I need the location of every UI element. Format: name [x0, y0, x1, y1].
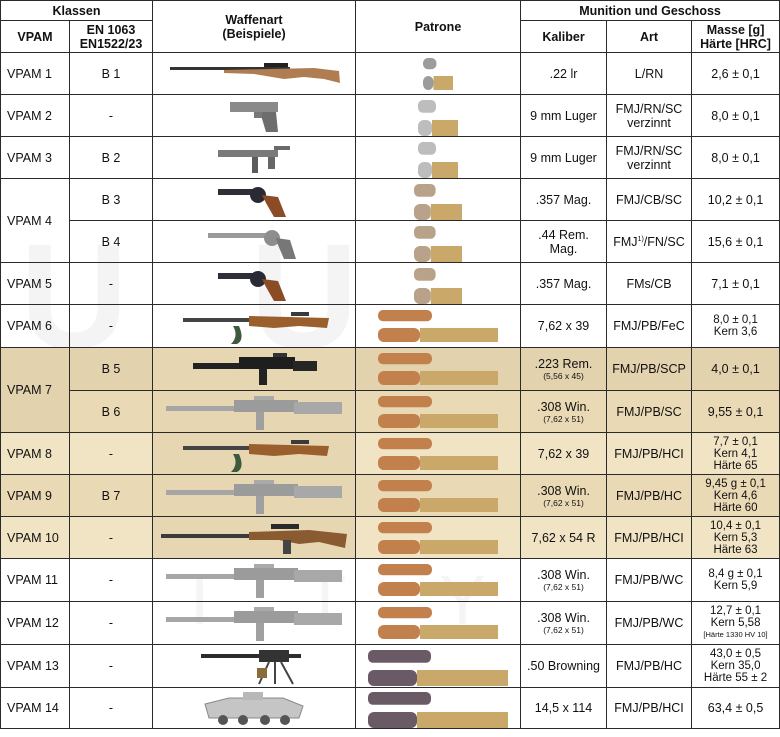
table-row	[1, 517, 780, 559]
header-haerte-label: Härte [HRC]	[700, 36, 771, 51]
masse-cell	[692, 137, 780, 179]
masse-cell	[692, 221, 780, 263]
art-label: FMJ/PB/FeC	[613, 319, 685, 333]
vpam-class: VPAM 13	[1, 645, 70, 688]
sniper-rifle-icon	[153, 517, 356, 559]
kaliber-cell	[521, 688, 607, 729]
rifle-round-icon	[356, 517, 521, 559]
magnum-round-icon	[356, 263, 521, 305]
kaliber-label: .22 lr	[549, 66, 578, 81]
rifle-sport-icon	[153, 53, 356, 95]
masse-cell	[692, 53, 780, 95]
masse-line: Kern 3,6	[713, 326, 758, 338]
kaliber-label: 14,5 x 114	[534, 701, 593, 715]
rifle-round-icon	[356, 305, 521, 348]
kaliber-cell	[521, 53, 607, 95]
kaliber-label: .308 Win.	[537, 611, 590, 625]
masse-line: 8,0 ± 0,1	[713, 314, 758, 326]
masse-line: 9,55 ± 0,1	[707, 404, 764, 419]
table-row	[1, 179, 780, 221]
header-waffenart-label: Waffenart	[225, 12, 283, 27]
en-class: -	[70, 645, 153, 688]
header-klassen: Klassen	[1, 1, 153, 21]
rifle-round-icon	[356, 602, 521, 645]
masse-line: 2,6 ± 0,1	[711, 66, 760, 81]
en-class: B 7	[70, 475, 153, 517]
carbine-icon	[153, 348, 356, 391]
art-cell	[607, 221, 692, 263]
masse-line: 12,7 ± 0,1	[709, 605, 762, 617]
art-label: L/RN	[634, 66, 664, 81]
table-body	[1, 53, 780, 729]
kaliber-sub: (7,62 x 51)	[543, 582, 584, 592]
vpam-class: VPAM 10	[1, 517, 70, 559]
vpam-class: VPAM 14	[1, 688, 70, 729]
battle-rifle-icon	[153, 475, 356, 517]
art-label-2: verzinnt	[627, 157, 671, 172]
masse-line: Härte 65	[713, 459, 758, 472]
header-masse	[692, 21, 780, 53]
masse-line: 7,1 ± 0,1	[711, 276, 760, 291]
magnum-round-icon	[356, 179, 521, 221]
table-row	[1, 305, 780, 348]
kaliber-label: 9 mm Luger	[530, 150, 597, 165]
battle-rifle-icon	[153, 602, 356, 645]
header-masse-label: Masse [g]	[706, 22, 765, 37]
table-row	[1, 53, 780, 95]
en-class: B 1	[70, 53, 153, 95]
masse-cell	[692, 475, 780, 517]
kaliber-cell	[521, 95, 607, 137]
header-waffenart	[153, 1, 356, 53]
art-main: FMJ	[613, 235, 638, 250]
vpam-class: VPAM 6	[1, 305, 70, 348]
submachine-gun-icon	[153, 137, 356, 179]
en-class: -	[70, 602, 153, 645]
art-cell	[607, 645, 692, 688]
art-cell	[607, 559, 692, 602]
masse-cell	[692, 559, 780, 602]
kaliber-label: .44 Rem.	[538, 227, 589, 242]
header-vpam: VPAM	[1, 21, 70, 53]
art-label: FMs/CB	[626, 276, 672, 291]
header-art: Art	[607, 21, 692, 53]
masse-line: Kern 5,58	[710, 617, 761, 629]
table-row	[1, 559, 780, 602]
vpam-class: VPAM 5	[1, 263, 70, 305]
table-row	[1, 688, 780, 729]
kaliber-cell	[521, 433, 607, 475]
art-cell	[607, 475, 692, 517]
kaliber-label: .308 Win.	[537, 399, 590, 414]
kaliber-label: 7,62 x 39	[537, 446, 590, 461]
art-cell	[607, 53, 692, 95]
kaliber-cell	[521, 517, 607, 559]
assault-rifle-icon	[153, 433, 356, 475]
masse-line: Kern 5,3	[713, 531, 758, 544]
large-round-icon	[356, 645, 521, 688]
vpam-class: VPAM 4	[1, 179, 70, 263]
kaliber-sub: (5,56 x 45)	[543, 371, 584, 381]
masse-line: 63,4 ± 0,5	[707, 701, 764, 715]
kaliber-sub: (7,62 x 51)	[543, 625, 584, 635]
revolver-long-icon	[153, 221, 356, 263]
pistol-round-icon	[356, 137, 521, 179]
header-beispiele-label: (Beispiele)	[222, 26, 286, 41]
kaliber-sub: (7,62 x 51)	[543, 497, 584, 508]
table-row	[1, 137, 780, 179]
en-class: B 6	[70, 391, 153, 433]
art-cell	[607, 602, 692, 645]
en-class: B 2	[70, 137, 153, 179]
en-class: -	[70, 688, 153, 729]
masse-cell	[692, 95, 780, 137]
table-row	[1, 95, 780, 137]
art-label-2: verzinnt	[627, 115, 671, 130]
en-class: B 3	[70, 179, 153, 221]
rifle-round-icon	[356, 348, 521, 391]
masse-line: Kern 35,0	[710, 660, 761, 672]
kaliber-label: 7,62 x 39	[537, 319, 590, 333]
table-row	[1, 221, 780, 263]
art-cell	[607, 95, 692, 137]
table-row	[1, 263, 780, 305]
masse-cell	[692, 433, 780, 475]
art-label: FMJ/PB/SCP	[612, 362, 686, 376]
kaliber-label: .357 Mag.	[535, 276, 592, 291]
vpam-class: VPAM 3	[1, 137, 70, 179]
masse-line: 4,0 ± 0,1	[711, 362, 760, 376]
masse-cell	[692, 179, 780, 221]
masse-line: 9,45 g ± 0,1	[705, 477, 766, 490]
masse-cell	[692, 263, 780, 305]
table-row	[1, 645, 780, 688]
battle-rifle-icon	[153, 559, 356, 602]
art-label: FMJ/PB/SC	[616, 404, 682, 419]
revolver-icon	[153, 179, 356, 221]
art-cell	[607, 348, 692, 391]
art-label: FMJ/PB/HCI	[614, 530, 684, 545]
kaliber-cell	[521, 602, 607, 645]
vpam-class: VPAM 2	[1, 95, 70, 137]
kaliber-label: .50 Browning	[527, 659, 600, 673]
masse-cell	[692, 348, 780, 391]
pistol-icon	[153, 95, 356, 137]
art-cell	[607, 137, 692, 179]
revolver-icon	[153, 263, 356, 305]
en-class: -	[70, 263, 153, 305]
art-cell	[607, 433, 692, 475]
en-class: B 4	[70, 221, 153, 263]
rimfire-icon	[356, 53, 521, 95]
table-row	[1, 602, 780, 645]
kaliber-cell	[521, 391, 607, 433]
en-class: -	[70, 517, 153, 559]
masse-cell	[692, 688, 780, 729]
kaliber-label: .357 Mag.	[535, 192, 592, 207]
en-class: -	[70, 95, 153, 137]
masse-line: [Härte 1330 HV 10]	[703, 630, 768, 639]
art-label: FMJ/PB/HC	[616, 659, 682, 673]
kaliber-cell	[521, 475, 607, 517]
art-label: FMJ/PB/HC	[616, 488, 682, 503]
header-patrone: Patrone	[356, 1, 521, 53]
art-label: FMJ/CB/SC	[616, 192, 682, 207]
masse-line: 8,0 ± 0,1	[711, 108, 760, 123]
art-cell	[607, 688, 692, 729]
art-label: FMJ/PB/WC	[614, 573, 684, 587]
kaliber-cell	[521, 179, 607, 221]
vpam-class: VPAM 11	[1, 559, 70, 602]
magnum-round-icon	[356, 221, 521, 263]
art-cell	[607, 263, 692, 305]
header-munition: Munition und Geschoss	[521, 1, 780, 21]
en-class: -	[70, 305, 153, 348]
kaliber-sub: (7,62 x 51)	[543, 413, 584, 424]
masse-cell	[692, 645, 780, 688]
masse-line: 8,4 g ± 0,1	[708, 568, 763, 580]
art-label	[607, 233, 691, 249]
art-cell	[607, 305, 692, 348]
masse-cell	[692, 602, 780, 645]
masse-line: 10,2 ± 0,1	[707, 192, 764, 207]
kaliber-cell	[521, 559, 607, 602]
table-row	[1, 475, 780, 517]
kaliber-cell	[521, 645, 607, 688]
table-row	[1, 391, 780, 433]
pistol-round-icon	[356, 95, 521, 137]
kaliber-cell	[521, 137, 607, 179]
table-row	[1, 433, 780, 475]
kaliber-label: .308 Win.	[537, 568, 590, 582]
masse-line: 8,0 ± 0,1	[711, 150, 760, 165]
art-label: FMJ/RN/SC	[615, 101, 683, 116]
battle-rifle-icon	[153, 391, 356, 433]
kaliber-label-2: Mag.	[549, 241, 578, 256]
art-rest: /FN/SC	[643, 235, 685, 250]
masse-line: 43,0 ± 0,5	[709, 648, 762, 660]
kaliber-cell	[521, 348, 607, 391]
art-label: FMJ/PB/WC	[614, 616, 684, 630]
kaliber-label: .223 Rem.	[534, 357, 593, 371]
masse-cell	[692, 517, 780, 559]
masse-line: Kern 4,1	[713, 447, 758, 460]
art-footnote: 1)	[637, 236, 644, 244]
kaliber-label: 7,62 x 54 R	[531, 530, 596, 545]
vpam-class: VPAM 9	[1, 475, 70, 517]
masse-line: Härte 60	[713, 501, 758, 514]
en-class: -	[70, 559, 153, 602]
header-kaliber: Kaliber	[521, 21, 607, 53]
rifle-round-icon	[356, 559, 521, 602]
kaliber-cell	[521, 221, 607, 263]
kaliber-cell	[521, 263, 607, 305]
art-cell	[607, 391, 692, 433]
table-row	[1, 348, 780, 391]
masse-line: 7,7 ± 0,1	[713, 435, 758, 448]
vpam-class: VPAM 1	[1, 53, 70, 95]
en-class: -	[70, 433, 153, 475]
vpam-class: VPAM 7	[1, 348, 70, 433]
kaliber-label: 9 mm Luger	[530, 108, 597, 123]
masse-line: Härte 63	[713, 543, 758, 556]
heavy-machine-gun-icon	[153, 645, 356, 688]
art-label: FMJ/RN/SC	[615, 143, 683, 158]
header-en	[70, 21, 153, 53]
art-label: FMJ/PB/HCI	[614, 701, 684, 715]
vpam-class: VPAM 8	[1, 433, 70, 475]
rifle-round-icon	[356, 433, 521, 475]
art-cell	[607, 179, 692, 221]
assault-rifle-icon	[153, 305, 356, 348]
header-en2-label: EN1522/23	[79, 36, 143, 51]
vpam-class: VPAM 12	[1, 602, 70, 645]
large-round-icon	[356, 688, 521, 729]
kaliber-label: .308 Win.	[537, 483, 590, 498]
header-en-label: EN 1063	[86, 22, 136, 37]
masse-line: Kern 4,6	[713, 489, 758, 502]
rifle-round-icon	[356, 475, 521, 517]
masse-line: 15,6 ± 0,1	[707, 234, 764, 249]
masse-cell	[692, 391, 780, 433]
masse-line: Härte 55 ± 2	[703, 672, 768, 684]
kaliber-cell	[521, 305, 607, 348]
art-cell	[607, 517, 692, 559]
masse-cell	[692, 305, 780, 348]
armored-vehicle-icon	[153, 688, 356, 729]
rifle-round-icon	[356, 391, 521, 433]
en-class: B 5	[70, 348, 153, 391]
art-label: FMJ/PB/HCI	[614, 446, 684, 461]
masse-line: 10,4 ± 0,1	[709, 519, 762, 532]
masse-line: Kern 5,9	[713, 580, 758, 592]
